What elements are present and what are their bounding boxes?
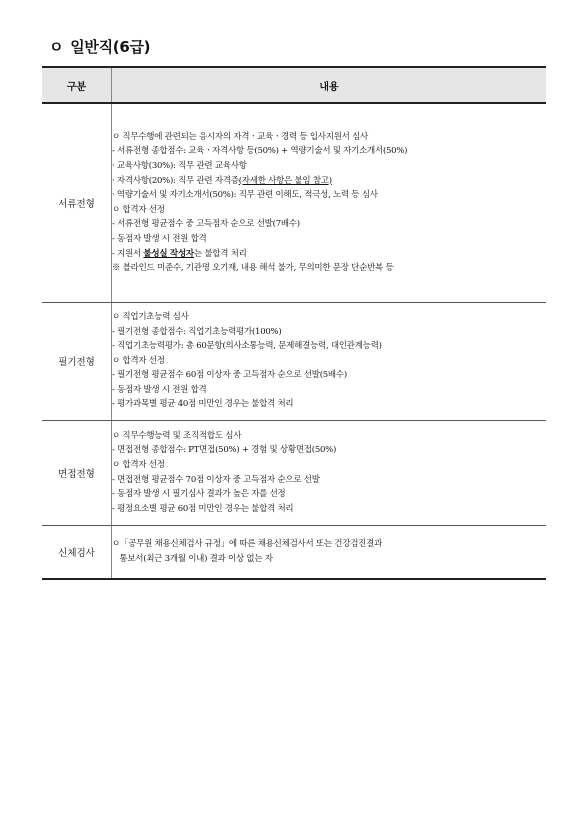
heading-bullet: ㅇ	[49, 38, 64, 56]
insincere-writer-emphasis: 불성실 작성자	[143, 248, 194, 259]
content-line: - 평정요소별 평균 60점 미만인 경우는 불합격 처리	[112, 503, 294, 514]
content-line: ㅇ 직무수행능력 및 조직적합도 심사	[112, 430, 242, 441]
table-row-written-test	[42, 302, 546, 420]
content-line: ㅇ 직업기초능력 심사	[112, 311, 189, 322]
heading-text: 일반직(6급)	[70, 38, 151, 56]
content-line: ㅇ 합격자 선정	[112, 355, 165, 366]
header-category: 구분	[42, 67, 112, 103]
content-line: - 동점자 발생 시 전원 합격	[112, 233, 207, 244]
content-line: - 직업기초능력평가: 총 60문항(의사소통능력, 문제해결능력, 대인관계능력)	[112, 341, 382, 352]
row-category: 서류전형	[42, 103, 112, 302]
content-line: 통보서(최근 3개월 이내) 결과 이상 없는 자	[112, 553, 273, 564]
content-line	[112, 247, 546, 262]
content-line: - 동점자 발생 시 전원 합격	[112, 384, 207, 395]
content-line: ㅇ「공무원 채용신체검사 규정」에 따른 채용신체검사서 또는 건강검진결과	[112, 539, 383, 550]
content-line: - 동점자 발생 시 필기심사 결과가 높은 자를 선정	[112, 489, 286, 500]
table-header-row	[42, 67, 546, 103]
content-line: ㅇ 합격자 선정	[112, 459, 165, 470]
content-line: ㅇ 직무수행에 관련되는 응시자의 자격ㆍ교육ㆍ경력 등 입사지원서 심사	[112, 131, 368, 142]
row-category: 필기전형	[42, 302, 112, 420]
table-row-interview	[42, 420, 546, 525]
row-category: 면접전형	[42, 420, 112, 525]
content-line: - 필기전형 종합점수: 직업기초능력평가(100%)	[112, 326, 282, 337]
content-text: - 지원서	[112, 248, 144, 259]
content-line: ※ 블라인드 미준수, 기관명 오기재, 내용 해석 불가, 무의미한 문장 단순반복 등	[112, 263, 394, 274]
content-line: · 교육사항(30%): 직무 관련 교육사항	[112, 160, 247, 171]
row-content	[112, 103, 547, 302]
content-line	[112, 174, 546, 189]
content-line: - 면접전형 평균점수 70점 이상자 중 고득점자 순으로 선발	[112, 474, 320, 485]
screening-table	[42, 66, 546, 580]
content-line: - 평가과목별 평균 40점 미만인 경우는 불합격 처리	[112, 399, 294, 410]
content-line: - 면접전형 종합점수: PT면접(50%) + 경험 및 상황면접(50%)	[112, 445, 337, 456]
header-content: 내용	[112, 67, 547, 103]
section-heading	[49, 36, 150, 57]
content-line: - 필기전형 평균점수 60점 이상자 중 고득점자 순으로 선발(5배수)	[112, 370, 347, 381]
table-row-document-screening	[42, 103, 546, 302]
content-line: - 서류전형 평균점수 중 고득점자 순으로 선발(7배수)	[112, 219, 300, 230]
table-row-physical-exam	[42, 525, 546, 579]
row-content	[112, 420, 547, 525]
content-line: ㅇ 합격자 선정	[112, 204, 165, 215]
content-line: · 역량기술서 및 자기소개서(50%): 직무 관련 이해도, 적극성, 노력 등 심사	[112, 190, 378, 201]
content-line: - 서류전형 종합점수: 교육ㆍ자격사항 등(50%) + 역량기술서 및 자기소개서(50%)	[112, 146, 408, 157]
row-content	[112, 525, 547, 579]
row-category: 신체검사	[42, 525, 112, 579]
attachment-note: (자세한 사항은 붙임 참고)	[238, 175, 332, 186]
content-text: 는 불합격 처리	[193, 248, 247, 259]
row-content	[112, 302, 547, 420]
content-text: · 자격사항(20%): 직무 관련 자격증	[112, 175, 239, 186]
